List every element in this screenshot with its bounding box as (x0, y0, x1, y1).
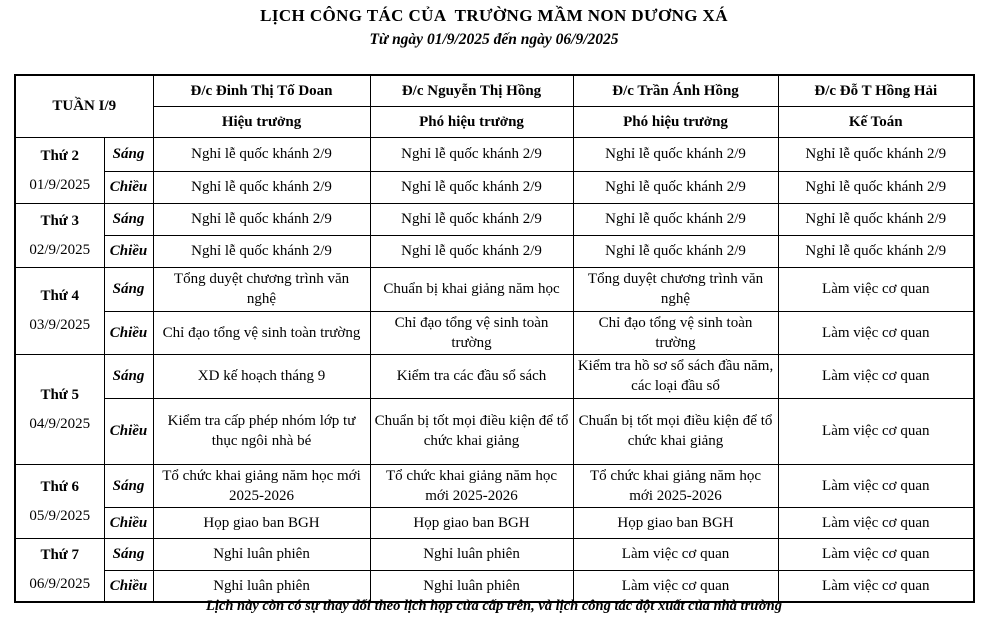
schedule-entry: Tổ chức khai giảng năm học mới 2025-2026 (153, 464, 370, 507)
day-name: Thứ 4 (40, 288, 80, 304)
day-date: 04/9/2025 (29, 415, 91, 432)
day-cell (15, 267, 104, 354)
schedule-entry: Chuẩn bị tốt mọi điều kiện để tổ chức khai giảng (370, 398, 573, 464)
schedule-entry: Nghỉ luân phiên (153, 538, 370, 570)
day-name: Thứ 3 (40, 212, 80, 229)
schedule-table (14, 74, 975, 603)
schedule-entry: Nghỉ lễ quốc khánh 2/9 (153, 235, 370, 267)
schedule-entry: XD kế hoạch tháng 9 (153, 354, 370, 398)
session-label-morning: Sáng (104, 464, 153, 507)
session-label-afternoon: Chiều (104, 311, 153, 354)
staff-name: Đ/c Nguyễn Thị Hồng (370, 75, 573, 106)
schedule-entry: Nghỉ lễ quốc khánh 2/9 (153, 171, 370, 203)
schedule-entry: Nghỉ lễ quốc khánh 2/9 (370, 171, 573, 203)
schedule-entry: Nghỉ lễ quốc khánh 2/9 (778, 137, 974, 171)
week-label: TUẦN I/9 (15, 75, 153, 137)
schedule-entry: Chuẩn bị tốt mọi điều kiện để tổ chức khai giảng (573, 398, 778, 464)
schedule-entry: Làm việc cơ quan (778, 464, 974, 507)
table-row-afternoon (15, 507, 974, 538)
session-label-morning: Sáng (104, 354, 153, 398)
schedule-entry: Kiểm tra các đầu sổ sách (370, 354, 573, 398)
table-row-morning (15, 203, 974, 235)
schedule-entry: Tổ chức khai giảng năm học mới 2025-2026 (573, 464, 778, 507)
schedule-entry: Họp giao ban BGH (370, 507, 573, 538)
table-row-afternoon (15, 171, 974, 203)
staff-role: Hiệu trưởng (153, 106, 370, 137)
staff-role: Phó hiệu trưởng (573, 106, 778, 137)
table-row-morning (15, 354, 974, 398)
schedule-entry: Làm việc cơ quan (778, 570, 974, 602)
schedule-entry: Nghỉ lễ quốc khánh 2/9 (573, 171, 778, 203)
schedule-entry: Làm việc cơ quan (778, 538, 974, 570)
schedule-entry: Làm việc cơ quan (778, 354, 974, 398)
schedule-entry: Chỉ đạo tổng vệ sinh toàn trường (153, 311, 370, 354)
table-row-morning (15, 464, 974, 507)
day-cell (15, 203, 104, 267)
schedule-table-header (15, 75, 974, 137)
day-cell (15, 354, 104, 464)
page-subtitle: Từ ngày 01/9/2025 đến ngày 06/9/2025 (369, 31, 619, 48)
day-date: 06/9/2025 (29, 576, 91, 593)
schedule-entry: Làm việc cơ quan (573, 538, 778, 570)
schedule-entry: Làm việc cơ quan (778, 507, 974, 538)
schedule-entry: Tổng duyệt chương trình văn nghệ (573, 267, 778, 311)
schedule-entry: Nghỉ luân phiên (370, 538, 573, 570)
session-label-morning: Sáng (104, 203, 153, 235)
table-row-afternoon (15, 311, 974, 354)
day-name: Thứ 5 (40, 386, 80, 403)
session-label-afternoon: Chiều (104, 507, 153, 538)
schedule-entry: Kiểm tra hồ sơ sổ sách đầu năm, các loại đầu sổ (573, 354, 778, 398)
schedule-entry: Nghỉ lễ quốc khánh 2/9 (573, 137, 778, 171)
session-label-morning: Sáng (104, 538, 153, 570)
day-cell (15, 538, 104, 602)
schedule-entry: Nghỉ lễ quốc khánh 2/9 (778, 203, 974, 235)
schedule-entry: Nghỉ lễ quốc khánh 2/9 (153, 137, 370, 171)
day-name: Thứ 7 (40, 547, 80, 564)
session-label-morning: Sáng (104, 267, 153, 311)
staff-name: Đ/c Trần Ánh Hồng (573, 75, 778, 106)
schedule-entry: Họp giao ban BGH (573, 507, 778, 538)
schedule-entry: Nghỉ lễ quốc khánh 2/9 (573, 235, 778, 267)
schedule-entry: Làm việc cơ quan (778, 267, 974, 311)
schedule-entry: Nghỉ lễ quốc khánh 2/9 (778, 235, 974, 267)
staff-role: Phó hiệu trưởng (370, 106, 573, 137)
session-label-afternoon: Chiều (104, 235, 153, 267)
schedule-entry: Nghỉ luân phiên (153, 570, 370, 602)
schedule-entry: Kiểm tra cấp phép nhóm lớp tư thục ngôi nhà bé (153, 398, 370, 464)
schedule-entry: Làm việc cơ quan (778, 398, 974, 464)
schedule-table-body (15, 137, 974, 602)
schedule-entry: Nghỉ lễ quốc khánh 2/9 (370, 137, 573, 171)
day-name: Thứ 2 (40, 147, 80, 164)
session-label-afternoon: Chiều (104, 570, 153, 602)
day-date: 02/9/2025 (29, 241, 91, 258)
session-label-morning: Sáng (104, 137, 153, 171)
table-row-afternoon (15, 398, 974, 464)
table-row-morning (15, 137, 974, 171)
schedule-entry: Chỉ đạo tổng vệ sinh toàn trường (370, 311, 573, 354)
footer-note: Lịch này còn có sự thay đổi theo lịch họp cửa cấp trên, và lịch công tác đột xuất của nhà trường (206, 598, 782, 614)
day-cell (15, 137, 104, 203)
schedule-entry: Chỉ đạo tổng vệ sinh toàn trường (573, 311, 778, 354)
schedule-entry: Làm việc cơ quan (778, 311, 974, 354)
table-row-afternoon (15, 235, 974, 267)
schedule-entry: Nghỉ lễ quốc khánh 2/9 (370, 203, 573, 235)
staff-name: Đ/c Đinh Thị Tố Doan (153, 75, 370, 106)
schedule-entry: Tổ chức khai giảng năm học mới 2025-2026 (370, 464, 573, 507)
schedule-entry: Nghỉ lễ quốc khánh 2/9 (573, 203, 778, 235)
day-date: 03/9/2025 (29, 317, 91, 333)
table-row-morning (15, 538, 974, 570)
table-row-morning (15, 267, 974, 311)
day-date: 05/9/2025 (29, 507, 91, 524)
staff-name: Đ/c Đỗ T Hồng Hải (778, 75, 974, 106)
schedule-entry: Nghỉ lễ quốc khánh 2/9 (153, 203, 370, 235)
day-name: Thứ 6 (40, 478, 80, 495)
page-title: LỊCH CÔNG TÁC CỦA TRƯỜNG MẦM NON DƯƠNG XÁ (260, 6, 728, 25)
schedule-entry: Họp giao ban BGH (153, 507, 370, 538)
schedule-entry: Làm việc cơ quan (573, 570, 778, 602)
day-cell (15, 464, 104, 538)
schedule-entry: Nghỉ lễ quốc khánh 2/9 (778, 171, 974, 203)
schedule-entry: Chuẩn bị khai giảng năm học (370, 267, 573, 311)
session-label-afternoon: Chiều (104, 398, 153, 464)
schedule-entry: Tổng duyệt chương trình văn nghệ (153, 267, 370, 311)
staff-role: Kế Toán (778, 106, 974, 137)
day-date: 01/9/2025 (29, 176, 91, 193)
schedule-entry: Nghỉ luân phiên (370, 570, 573, 602)
session-label-afternoon: Chiều (104, 171, 153, 203)
schedule-entry: Nghỉ lễ quốc khánh 2/9 (370, 235, 573, 267)
